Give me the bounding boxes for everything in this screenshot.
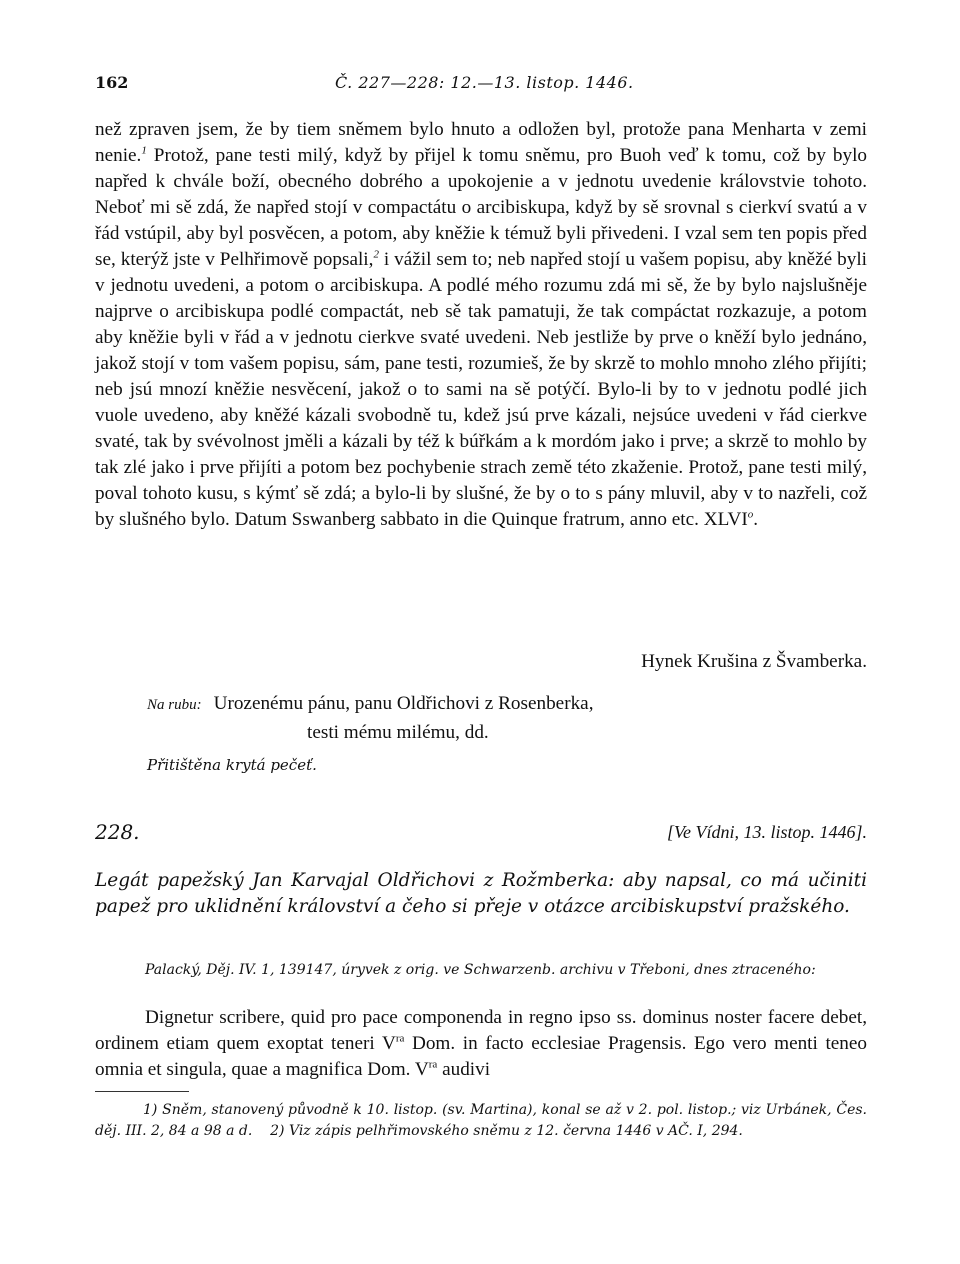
running-title: Č. 227—228: 12.—13. listop. 1446.: [335, 73, 634, 92]
letter-text-part-1: než zpraven jsem, že by tiem sněmem bylo hnuto a odložen byl, protože pana Menharta v zemi nenie.: [95, 119, 867, 166]
page-number: 162: [95, 73, 129, 92]
year-superscript: o: [747, 508, 754, 521]
latin-part-a: Dignetur scribere, quid pro pace componenda in regno ipso ss. dominus noster facere debet, ordinem etiam quem exoptat teneri V: [95, 1007, 867, 1054]
address-line-2: testi mému milému, dd.: [307, 722, 489, 743]
latin-text: [95, 1005, 867, 1083]
seal-note: Přitištěna krytá pečeť.: [147, 756, 317, 774]
running-head: [95, 73, 867, 97]
page: [95, 0, 867, 1264]
address-label: Na rubu:: [147, 697, 202, 713]
footnote-1: 1) Sněm, stanovený původně k 10. listop. (sv. Martina), konal se až v 2. pol. listop.; viz Urbánek, Čes. děj. III. 2, 84 a 98 a d.: [95, 1102, 867, 1139]
footnote-divider: [95, 1091, 189, 1092]
footnote-ref-1: 1: [141, 144, 147, 157]
footnotes: [95, 1100, 867, 1142]
address-text-1: Urozenému pánu, panu Oldřichovi z Rosenberka,: [213, 693, 594, 714]
document-number: 228.: [95, 820, 140, 844]
document-source: Palacký, Děj. IV. 1, 139147, úryvek z orig. ve Schwarzenb. archivu v Třeboni, dnes ztraceného:: [145, 962, 816, 978]
signature: Hynek Krušina z Švamberka.: [641, 651, 867, 672]
letter-text-part-3: i vážil sem to; neb napřed stojí u vašem popisu, aby kněžé byli v jednotu uvedeni, a potom o arcibiskupa. A podlé mého rozumu zdá mi sě, že by bylo najslušněje najprve o arcibiskupa podlé compactát, neb sě tak pamatuji, že tak compáctat rozkazuje, a potom aby kněžie byli v řád a v jednotu cierkve svaté uvedeni. Neb jestliže by prve o kněží bylo jednáno, jakož stojí v tom vašem popisu, sám, pane testi, rozumieš, že by skrzě to mohlo mnoho zlého přijíti; neb jsú mnozí kněžie nesvěcení, jakož o to sami na sě potýčí. Bylo-li by to v jednotu podlé jich vuole uvedeno, aby kněžé kázali svobodně tu, kdež jsú prve kázali, nejsúce uvedeni v řád cierkve svaté, tak by svévolnost jměli a kázali by též k búřkám a k mordóm jako i prve; a skrzě to mohlo by tak zlé jako i prve přijíti a potom bez pochybenie strach země této zkaženie. Protož, pane testi milý, poval tohoto kusu, s kýmť sě zdá; a bylo-li by slušné, že by o to s pány mluvil, aby v to nazřeli, což by slušného bylo. Datum Sswanberg sabbato in die Quinque fratrum, anno etc. XLVI: [95, 249, 867, 530]
latin-part-b: Dom. in facto ecclesiae Pragensis. Ego vero menti teneo omnia et singula, quae a magnifica Dom. V: [95, 1033, 867, 1080]
letter-text-end: .: [753, 509, 759, 530]
footnote-2: 2) Viz zápis pelhřimovského sněmu z 12. června 1446 v AČ. I, 294.: [270, 1123, 743, 1139]
latin-paragraph: [95, 1005, 867, 1083]
latin-part-c: audivi: [437, 1059, 491, 1080]
letter-text-part-2: Protož, pane testi milý, když by přijel k tomu sněmu, pro Buoh veď k tomu, což by bylo napřed k chvále boží, obecného dobrého a upokojenie a v jednotu uvedenie královstvie tohoto. Neboť mi sě zdá, že napřed stojí v compactátu o arcibiskupa, když by sě srovnal s cierkví svatú a v řád vstúpil, aby byl posvěcen, a potom, aby kněžie k témuž byli přivedeni. I vzal sem ten popis před se, kterýž jste v Pelhřimově popsali,: [95, 145, 867, 270]
document-date: [Ve Vídni, 13. listop. 1446].: [666, 822, 867, 842]
footnote-ref-2: 2: [373, 248, 379, 261]
footnotes-paragraph: [95, 1100, 867, 1142]
document-regest: Legát papežský Jan Karvajal Oldřichovi z Rožmberka: aby napsal, co má učiniti papež pro uklidnění království a čeho si přeje v otázce arcibiskupství pražského.: [95, 870, 867, 917]
address-line-1: [147, 690, 594, 719]
letter-text: [95, 117, 867, 533]
superscript-ra-2: ra: [428, 1058, 438, 1071]
address-block: [147, 690, 594, 747]
superscript-ra-1: ra: [395, 1032, 405, 1045]
letter-paragraph: [95, 117, 867, 533]
